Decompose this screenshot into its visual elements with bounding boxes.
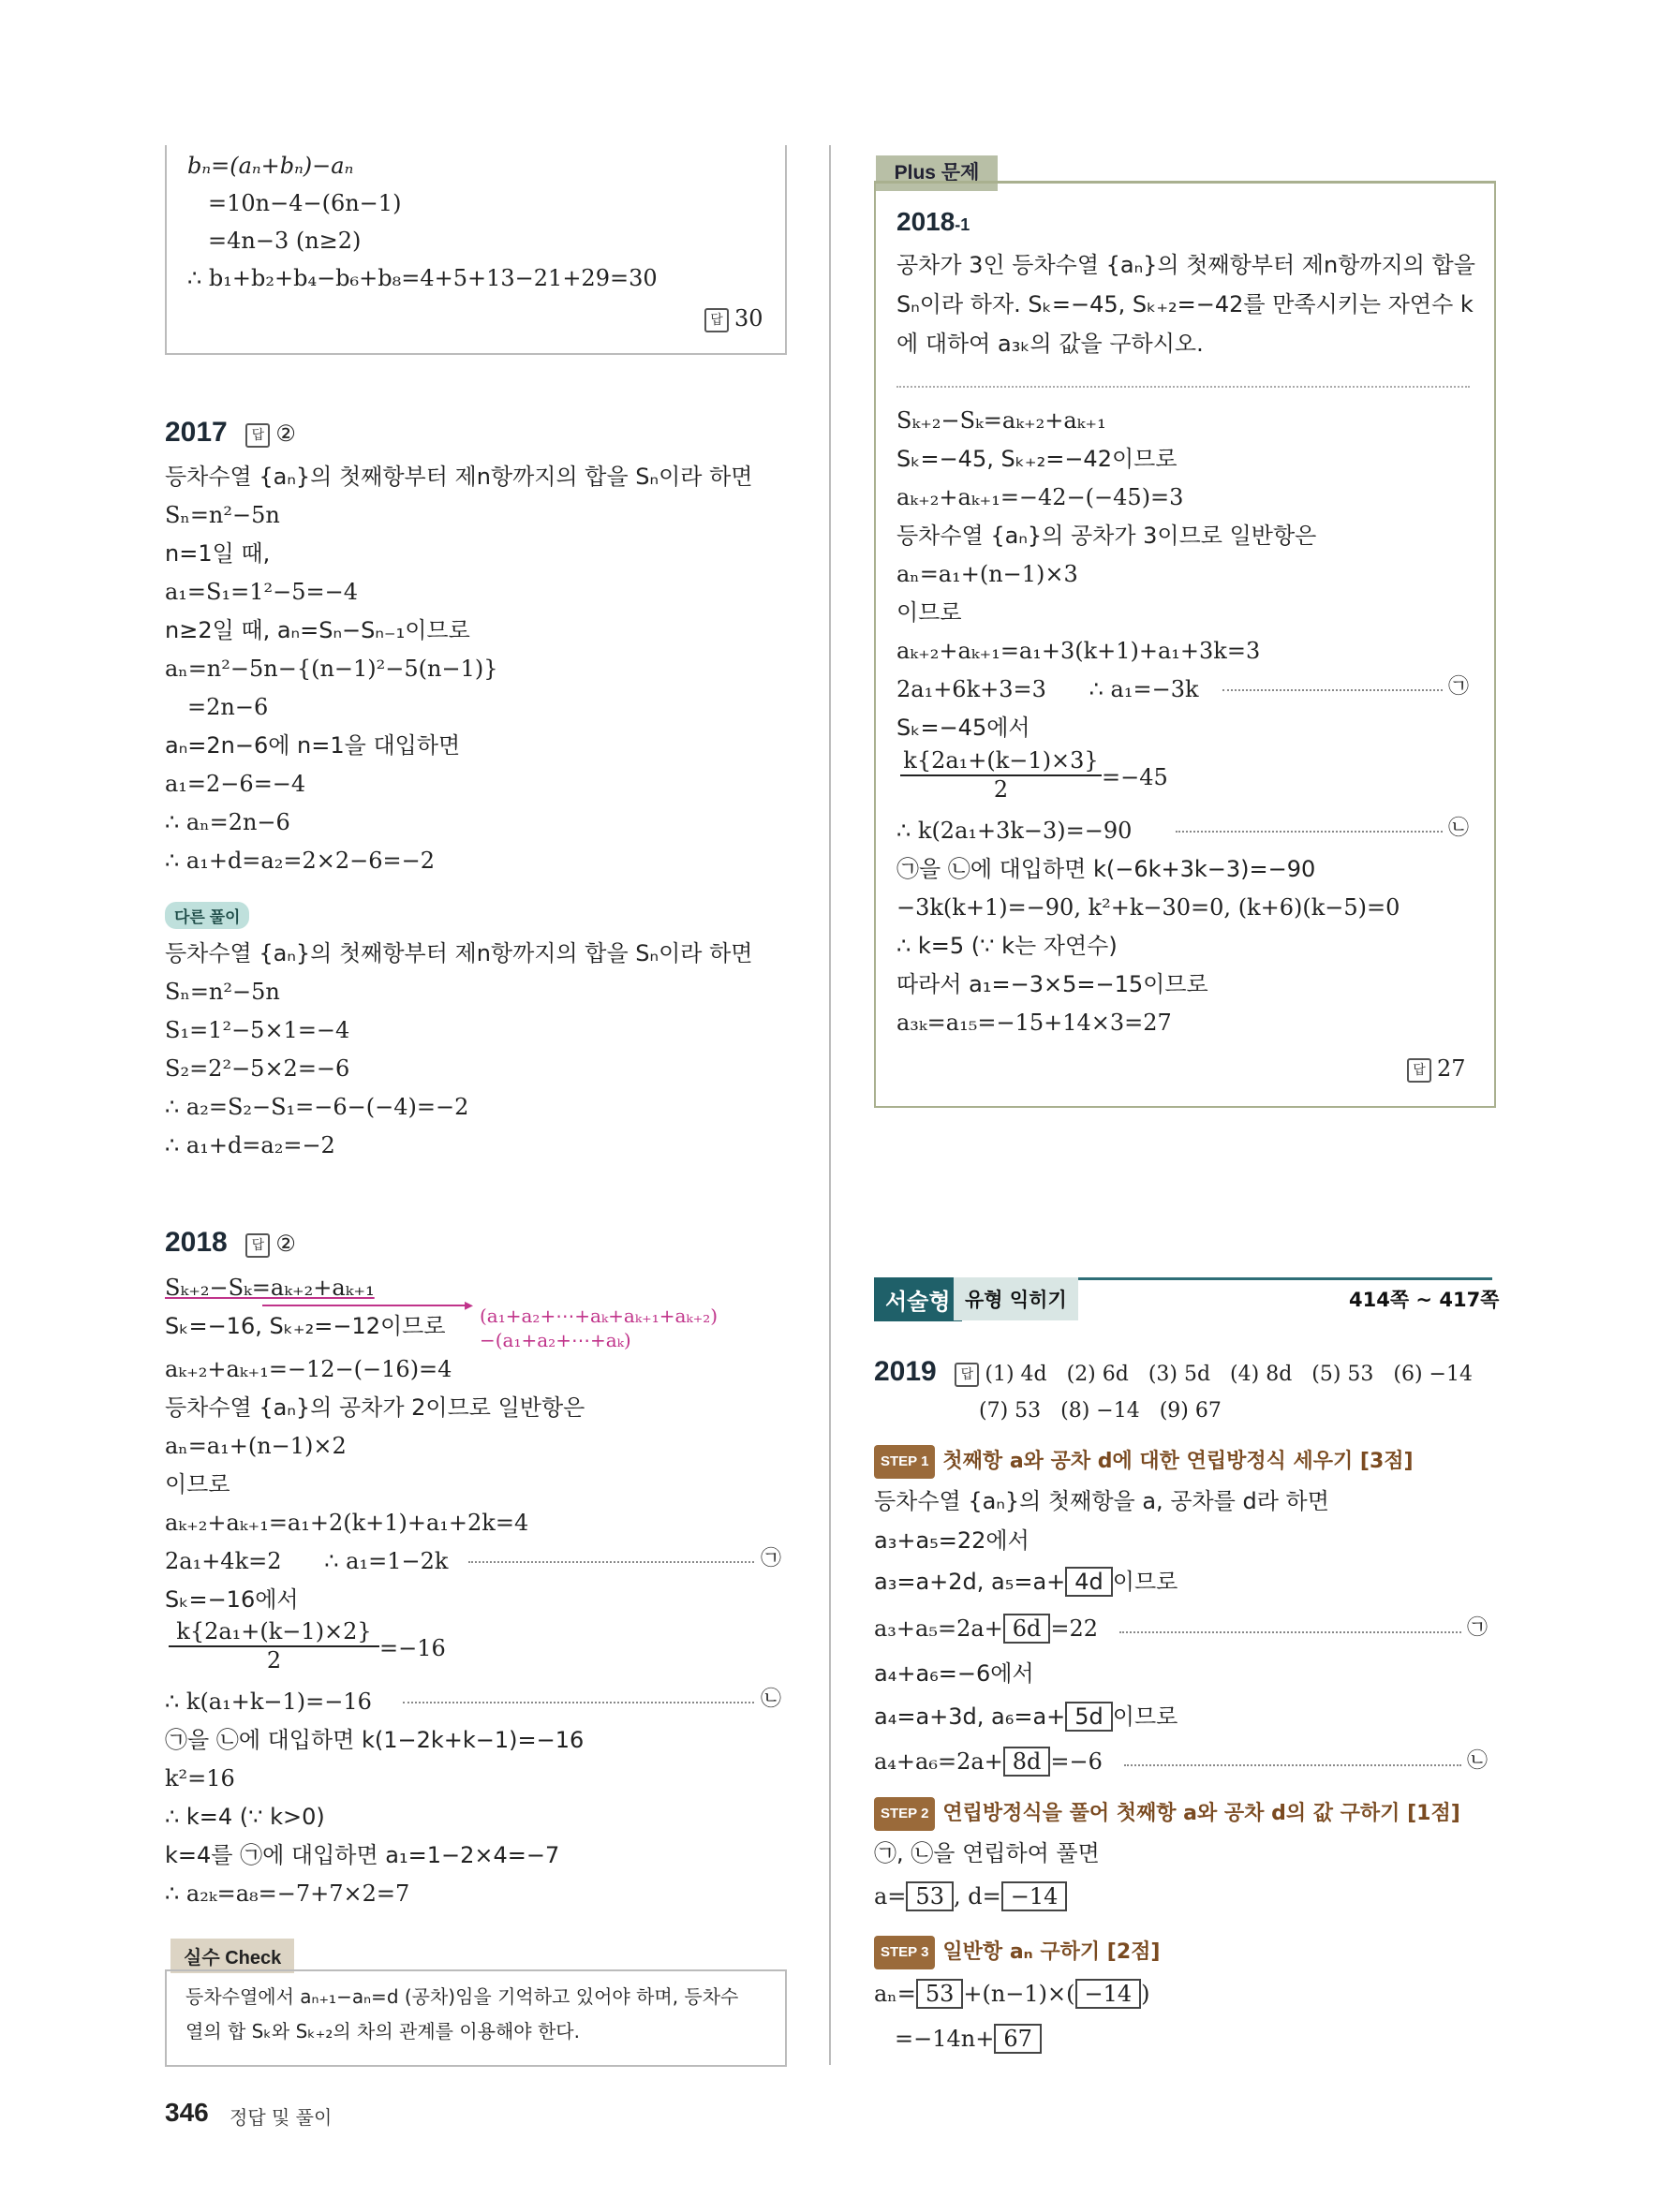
plus-question-line: Sₙ이라 하자. Sₖ=−45, Sₖ₊₂=−42를 만족시키는 자연수 k bbox=[896, 291, 1474, 317]
answer-row bbox=[704, 302, 763, 334]
step3-badge: STEP 3 bbox=[874, 1936, 935, 1969]
essay-pages: 414쪽 ~ 417쪽 bbox=[1349, 1289, 1500, 1311]
equation-marker: ㉠ bbox=[1448, 675, 1470, 699]
solution-line: aₖ₊₂+aₖ₊₁=a₁+2(k+1)+a₁+2k=4 bbox=[165, 1510, 529, 1536]
answer-value: ② bbox=[275, 1231, 296, 1257]
annotation-note: −(a₁+a₂+⋯+aₖ) bbox=[480, 1329, 631, 1351]
fill-in-box: −14 bbox=[1001, 1881, 1068, 1911]
step1-line: a₃+a₅=2a+ 6d =22 bbox=[874, 1615, 1099, 1642]
formula-line: =10n−4−(6n−1) bbox=[208, 190, 402, 216]
plus-problem-header bbox=[896, 206, 970, 241]
alt-solution-line: ∴ a₁+d=a₂=−2 bbox=[165, 1132, 335, 1158]
leader-dots bbox=[1176, 831, 1443, 833]
solution-line: n≥2일 때, aₙ=Sₙ−Sₙ₋₁이므로 bbox=[165, 617, 470, 643]
fraction-numerator: k{2a₁+(k−1)×2} bbox=[169, 1617, 379, 1647]
fraction bbox=[900, 746, 1102, 803]
solution-line: ∴ k(a₁+k−1)=−16 bbox=[165, 1688, 372, 1715]
alt-solution-line: S₂=2²−5×2=−6 bbox=[165, 1055, 350, 1082]
equation-marker: ㉡ bbox=[761, 1688, 782, 1711]
fill-in-box: 67 bbox=[994, 2024, 1042, 2054]
plus-solution-line: aₖ₊₂+aₖ₊₁=−42−(−45)=3 bbox=[896, 484, 1184, 510]
question-divider bbox=[896, 386, 1470, 388]
formula-line: =4n−3 (n≥2) bbox=[208, 228, 362, 254]
leader-dots bbox=[403, 1702, 754, 1703]
solution-line: aₖ₊₂+aₖ₊₁=−12−(−16)=4 bbox=[165, 1356, 452, 1382]
plus-solution-line: 2a₁+6k+3=3 ∴ a₁=−3k bbox=[896, 676, 1199, 702]
plus-solution-line: Sₖ₊₂−Sₖ=aₖ₊₂+aₖ₊₁ bbox=[896, 407, 1106, 434]
solution-line: ∴ a₁+d=a₂=2×2−6=−2 bbox=[165, 848, 435, 874]
essay-title: 유형 익히기 bbox=[954, 1277, 1078, 1320]
step2-heading bbox=[874, 1796, 1460, 1831]
plus-solution-line: Sₖ=−45에서 bbox=[896, 715, 1030, 741]
equation-marker: ㉡ bbox=[1448, 817, 1470, 840]
column-divider bbox=[829, 145, 831, 2065]
answer-icon: 답 bbox=[704, 308, 729, 332]
fill-in-box: 53 bbox=[906, 1881, 954, 1911]
plus-solution-line: ∴ k=5 (∵ k는 자연수) bbox=[896, 933, 1118, 959]
solution-line: aₙ=2n−6에 n=1을 대입하면 bbox=[165, 732, 461, 759]
plus-question-line: 공차가 3인 등차수열 {aₙ}의 첫째항부터 제n항까지의 합을 bbox=[896, 252, 1475, 278]
step1-line: 등차수열 {aₙ}의 첫째항을 a, 공차를 d라 하면 bbox=[874, 1488, 1329, 1514]
step1-badge: STEP 1 bbox=[874, 1445, 935, 1479]
fill-in-box: 8d bbox=[1003, 1747, 1051, 1777]
alt-solution-line: S₁=1²−5×1=−4 bbox=[165, 1017, 350, 1043]
step3-heading bbox=[874, 1935, 1160, 1969]
mistake-check-line: 열의 합 Sₖ와 Sₖ₊₂의 차의 관계를 이용해야 한다. bbox=[185, 2020, 580, 2042]
problem-header-2019 bbox=[874, 1356, 1473, 1391]
fraction-denominator: 2 bbox=[993, 776, 1009, 803]
plus-solution-line: Sₖ=−45, Sₖ₊₂=−42이므로 bbox=[896, 446, 1178, 472]
step3-line: aₙ= 53 +(n−1)×( −14 ) bbox=[874, 1981, 1150, 2007]
solution-line: Sₖ=−16에서 bbox=[165, 1586, 299, 1613]
problem-header-2017 bbox=[165, 417, 296, 450]
answer-value: 30 bbox=[734, 305, 763, 332]
step2-line: a= 53 , d= −14 bbox=[874, 1880, 1067, 1912]
plus-solution-line: aₖ₊₂+aₖ₊₁=a₁+3(k+1)+a₁+3k=3 bbox=[896, 638, 1261, 664]
plus-solution-line: ∴ k(2a₁+3k−3)=−90 bbox=[896, 818, 1133, 844]
annotation-arrow bbox=[262, 1305, 468, 1306]
solution-line: Sₖ=−16, Sₖ₊₂=−12이므로 bbox=[165, 1313, 446, 1339]
alt-solution-line: ∴ a₂=S₂−S₁=−6−(−4)=−2 bbox=[165, 1094, 469, 1120]
fill-in-box: 5d bbox=[1065, 1702, 1113, 1732]
equation-marker: ㉠ bbox=[1467, 1616, 1489, 1640]
step2-badge: STEP 2 bbox=[874, 1797, 935, 1831]
answer-icon: 답 bbox=[245, 1233, 270, 1258]
solution-line: n=1일 때, bbox=[165, 540, 271, 567]
plus-solution-line: −3k(k+1)=−90, k²+k−30=0, (k+6)(k−5)=0 bbox=[896, 894, 1400, 921]
alt-solution-line: Sₙ=n²−5n bbox=[165, 979, 280, 1005]
leader-dots bbox=[1124, 1764, 1461, 1766]
solution-line: k=4를 ㉠에 대입하면 a₁=1−2×4=−7 bbox=[165, 1842, 560, 1868]
solution-line: a₁=2−6=−4 bbox=[165, 771, 306, 797]
solution-line: k²=16 bbox=[165, 1765, 235, 1792]
plus-solution-line: ㉠을 ㉡에 대입하면 k(−6k+3k−3)=−90 bbox=[896, 856, 1316, 882]
solution-line: 이므로 bbox=[165, 1471, 230, 1497]
annotation-note: (a₁+a₂+⋯+aₖ+aₖ₊₁+aₖ₊₂) bbox=[480, 1305, 718, 1327]
solution-line: Sₖ₊₂−Sₖ=aₖ₊₂+aₖ₊₁ bbox=[165, 1275, 375, 1301]
step1-line: a₃+a₅=22에서 bbox=[874, 1527, 1029, 1554]
essay-badge: 서술형 bbox=[874, 1277, 962, 1321]
equation-marker: ㉠ bbox=[761, 1547, 782, 1571]
step1-title: 첫째항 a와 공차 d에 대한 연립방정식 세우기 [3점] bbox=[942, 1450, 1414, 1473]
solution-line: ∴ k=4 (∵ k>0) bbox=[165, 1804, 325, 1830]
equation-marker: ㉡ bbox=[1467, 1749, 1489, 1773]
plus-solution-line: 이므로 bbox=[896, 599, 962, 626]
step1-line: a₄+a₆=2a+ 8d =−6 bbox=[874, 1748, 1103, 1775]
step3-title: 일반항 aₙ 구하기 [2점] bbox=[942, 1940, 1161, 1964]
leader-dots bbox=[468, 1561, 754, 1563]
solution-line: a₁=S₁=1²−5=−4 bbox=[165, 579, 358, 605]
fill-in-box: 4d bbox=[1065, 1567, 1113, 1597]
answer-row bbox=[1407, 1053, 1466, 1084]
solution-line: ∴ aₙ=2n−6 bbox=[165, 809, 290, 835]
footer-label: 정답 및 풀이 bbox=[230, 2106, 333, 2129]
step3-line: =−14n+ 67 bbox=[895, 2023, 1042, 2055]
solution-line: =2n−6 bbox=[187, 694, 269, 720]
plus-solution-line: 등차수열 {aₙ}의 공차가 3이므로 일반항은 bbox=[896, 523, 1317, 549]
fill-in-box: 6d bbox=[1003, 1614, 1051, 1644]
mistake-check-line: 등차수열에서 aₙ₊₁−aₙ=d (공차)임을 기억하고 있어야 하며, 등차수 bbox=[185, 1985, 739, 2008]
step1-line: a₃=a+2d, a₅=a+ 4d 이므로 bbox=[874, 1569, 1178, 1595]
problem-number: 2018 bbox=[165, 1227, 228, 1258]
plus-problem-number: 2018 bbox=[896, 207, 955, 236]
plus-question-line: 에 대하여 a₃ₖ의 값을 구하시오. bbox=[896, 331, 1204, 357]
step2-line: ㉠, ㉡을 연립하여 풀면 bbox=[874, 1840, 1100, 1866]
answer-list-row2: (7) 53 (8) −14 (9) 67 bbox=[979, 1399, 1222, 1423]
answer-value: ② bbox=[275, 420, 296, 447]
solution-line: aₙ=a₁+(n−1)×2 bbox=[165, 1433, 347, 1459]
leader-dots bbox=[1119, 1631, 1461, 1633]
step1-line: a₄+a₆=−6에서 bbox=[874, 1660, 1034, 1687]
problem-header-2018 bbox=[165, 1227, 296, 1260]
answer-list: (1) 4d (2) 6d (3) 5d (4) 8d (5) 53 (6) −14 bbox=[985, 1363, 1473, 1386]
answer-value: 27 bbox=[1437, 1055, 1466, 1082]
step2-title: 연립방정식을 풀어 첫째항 a와 공차 d의 값 구하기 [1점] bbox=[942, 1802, 1460, 1825]
formula-line: ∴ b₁+b₂+b₄−b₆+b₈=4+5+13−21+29=30 bbox=[187, 265, 658, 291]
fraction bbox=[169, 1617, 379, 1674]
step1-heading bbox=[874, 1444, 1414, 1479]
problem-number: 2019 bbox=[874, 1356, 937, 1387]
annotation-arrowhead: ▸ bbox=[465, 1295, 474, 1315]
answer-icon: 답 bbox=[1407, 1058, 1431, 1083]
problem-number: 2017 bbox=[165, 417, 228, 448]
solution-line: 등차수열 {aₙ}의 첫째항부터 제n항까지의 합을 Sₙ이라 하면 bbox=[165, 464, 753, 490]
step1-line: a₄=a+3d, a₆=a+ 5d 이므로 bbox=[874, 1703, 1178, 1730]
solution-line: 2a₁+4k=2 ∴ a₁=1−2k bbox=[165, 1548, 449, 1574]
answer-icon: 답 bbox=[955, 1363, 979, 1387]
plus-problem-tab: Plus 문제 bbox=[876, 155, 998, 191]
fill-in-box: −14 bbox=[1075, 1979, 1142, 2009]
fill-in-box: 53 bbox=[916, 1979, 964, 2009]
fraction-rhs: =−16 bbox=[379, 1635, 446, 1661]
alt-solution-line: 등차수열 {aₙ}의 첫째항부터 제n항까지의 합을 Sₙ이라 하면 bbox=[165, 940, 753, 966]
plus-solution-line: aₙ=a₁+(n−1)×3 bbox=[896, 561, 1078, 587]
formula-line: bₙ=(aₙ+bₙ)−aₙ bbox=[187, 153, 354, 179]
solution-line: ∴ a₂ₖ=a₈=−7+7×2=7 bbox=[165, 1880, 410, 1907]
alt-solution-badge: 다른 풀이 bbox=[165, 902, 249, 929]
solution-line: Sₙ=n²−5n bbox=[165, 502, 280, 528]
mistake-check-label: 실수 Check bbox=[170, 1939, 294, 1973]
solution-line: ㉠을 ㉡에 대입하면 k(1−2k+k−1)=−16 bbox=[165, 1727, 585, 1753]
fraction-rhs: =−45 bbox=[1102, 764, 1168, 790]
solution-line: 등차수열 {aₙ}의 공차가 2이므로 일반항은 bbox=[165, 1394, 585, 1421]
fraction-denominator: 2 bbox=[266, 1647, 282, 1674]
solution-line: aₙ=n²−5n−{(n−1)²−5(n−1)} bbox=[165, 656, 498, 682]
plus-problem-suffix: -1 bbox=[955, 215, 970, 234]
leader-dots bbox=[1222, 689, 1443, 691]
plus-solution-line: 따라서 a₁=−3×5=−15이므로 bbox=[896, 971, 1208, 997]
fraction-numerator: k{2a₁+(k−1)×3} bbox=[900, 746, 1102, 776]
answer-icon: 답 bbox=[245, 423, 270, 448]
plus-solution-line: a₃ₖ=a₁₅=−15+14×3=27 bbox=[896, 1010, 1172, 1036]
page-number: 346 bbox=[165, 2098, 209, 2127]
